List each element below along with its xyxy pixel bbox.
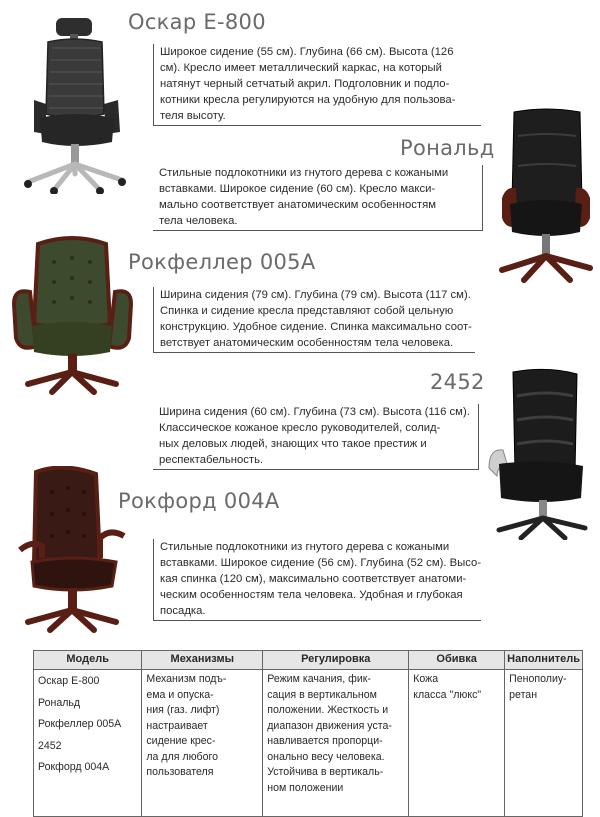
product-desc-ronald xyxy=(153,165,483,231)
product-name-ronald: Рональд xyxy=(400,136,495,160)
cell-line: ла для любого xyxy=(146,750,219,763)
cell-line: сидение крес- xyxy=(146,735,216,747)
model-item: 2452 xyxy=(38,739,62,752)
cell-models xyxy=(34,670,142,817)
header-regulation: Регулировка xyxy=(263,651,409,670)
cell-line: ретан xyxy=(509,688,538,701)
product-name-rockford: Рокфорд 004А xyxy=(118,489,280,513)
model-item: Рональд xyxy=(38,696,81,709)
cell-line: пользователя xyxy=(146,766,214,778)
chair-image-oskar xyxy=(18,14,136,194)
desc-line: Ширина сидения (60 см). Глубина (73 см). Высота (116 см). xyxy=(159,406,470,418)
table-header-row xyxy=(34,651,583,670)
header-upholstery: Обивка xyxy=(409,651,505,670)
desc-line: кая спинка (120 см), максимально соответствует анатоми- xyxy=(160,573,467,585)
spec-table xyxy=(33,650,583,817)
desc-line: вставками. Широкое сидение (60 см). Кресло макси- xyxy=(159,183,436,195)
desc-line: ных деловых людей, знающих что такое престиж и xyxy=(159,438,427,450)
header-filler: Наполнитель xyxy=(505,651,583,670)
cell-line: Механизм подъ- xyxy=(146,673,227,685)
cell-line: класса "люкс" xyxy=(413,688,482,701)
table-row xyxy=(34,670,583,817)
desc-line: Спинка и сидение кресла представляют собой цельную xyxy=(160,305,454,317)
cell-line: онально весу человека. xyxy=(267,750,385,763)
cell-regulation xyxy=(263,670,409,817)
cell-line: положении. Жесткость и xyxy=(267,704,389,716)
desc-line: теля высоту. xyxy=(160,110,226,122)
chair-image-2452 xyxy=(485,368,590,540)
model-item: Оскар Е-800 xyxy=(38,675,100,687)
cell-line: настраивает xyxy=(146,719,208,732)
desc-line: Ширина сидения (79 см). Глубина (79 см). Высота (117 см). xyxy=(160,289,471,301)
desc-line: Классическое кожаное кресло руководителей, солид- xyxy=(159,422,441,434)
model-item: Рокфорд 004А xyxy=(38,761,110,773)
desc-line: конструкцию. Удобное сидение. Спинка максимально соот- xyxy=(160,321,472,333)
product-desc-rockefeller xyxy=(153,287,475,353)
cell-line: навливается пропорци- xyxy=(267,735,383,747)
desc-line: тела человека. xyxy=(159,215,238,227)
cell-line: ния (газ. лифт) xyxy=(146,704,220,716)
desc-line: см). Кресло имеет металлический каркас, на который xyxy=(160,62,442,74)
desc-line: натянут черный сетчатый акрил. Подголовник и подло- xyxy=(160,78,450,90)
header-model: Модель xyxy=(34,651,142,670)
header-mechanisms: Механизмы xyxy=(142,651,263,670)
product-desc-2452 xyxy=(153,404,479,470)
chair-image-rockford xyxy=(12,466,132,634)
model-item: Рокфеллер 005А xyxy=(38,718,122,730)
cell-line: диапазон движения уста- xyxy=(267,719,392,732)
desc-line: ветствует анатомическим особенностям тела человека. xyxy=(160,337,454,349)
desc-line: котники кресла регулируются на удобную для пользова- xyxy=(160,94,456,106)
desc-line: Широкое сидение (55 см). Глубина (66 см). Высота (126 xyxy=(160,46,454,58)
cell-upholstery xyxy=(409,670,505,817)
desc-line: респектабельность. xyxy=(159,454,264,466)
desc-line: Стильные подлокотники из гнутого дерева с кожаными xyxy=(160,541,450,553)
product-name-rockefeller: Рокфеллер 005А xyxy=(128,250,316,274)
product-name-2452: 2452 xyxy=(430,370,485,394)
product-name-oskar: Оскар Е-800 xyxy=(128,10,266,34)
desc-line: мально соответствует анатомическим особенностям xyxy=(159,199,436,211)
chair-image-rockefeller xyxy=(10,234,135,396)
desc-line: посадка. xyxy=(160,605,206,617)
desc-line: ческим особенностям тела человека. Удобная и глубокая xyxy=(160,589,463,601)
cell-line: Кожа xyxy=(413,673,439,685)
cell-line: Пенополиу- xyxy=(509,673,567,685)
desc-line: Стильные подлокотники из гнутого дерева с кожаными xyxy=(159,167,449,179)
cell-line: ема и опуска- xyxy=(146,688,214,701)
cell-filler xyxy=(505,670,583,817)
product-desc-rockford xyxy=(153,539,481,621)
desc-line: вставками. Широкое сидение (56 см). Глубина (52 см). Высо- xyxy=(160,557,482,569)
cell-mechanisms xyxy=(142,670,263,817)
cell-line: ном положении xyxy=(267,781,344,794)
product-desc-oskar xyxy=(153,44,481,126)
cell-line: сация в вертикальном xyxy=(267,688,377,701)
cell-line: Устойчива в вертикаль- xyxy=(267,766,384,778)
cell-line: Режим качания, фик- xyxy=(267,673,371,685)
chair-image-ronald xyxy=(496,106,596,286)
